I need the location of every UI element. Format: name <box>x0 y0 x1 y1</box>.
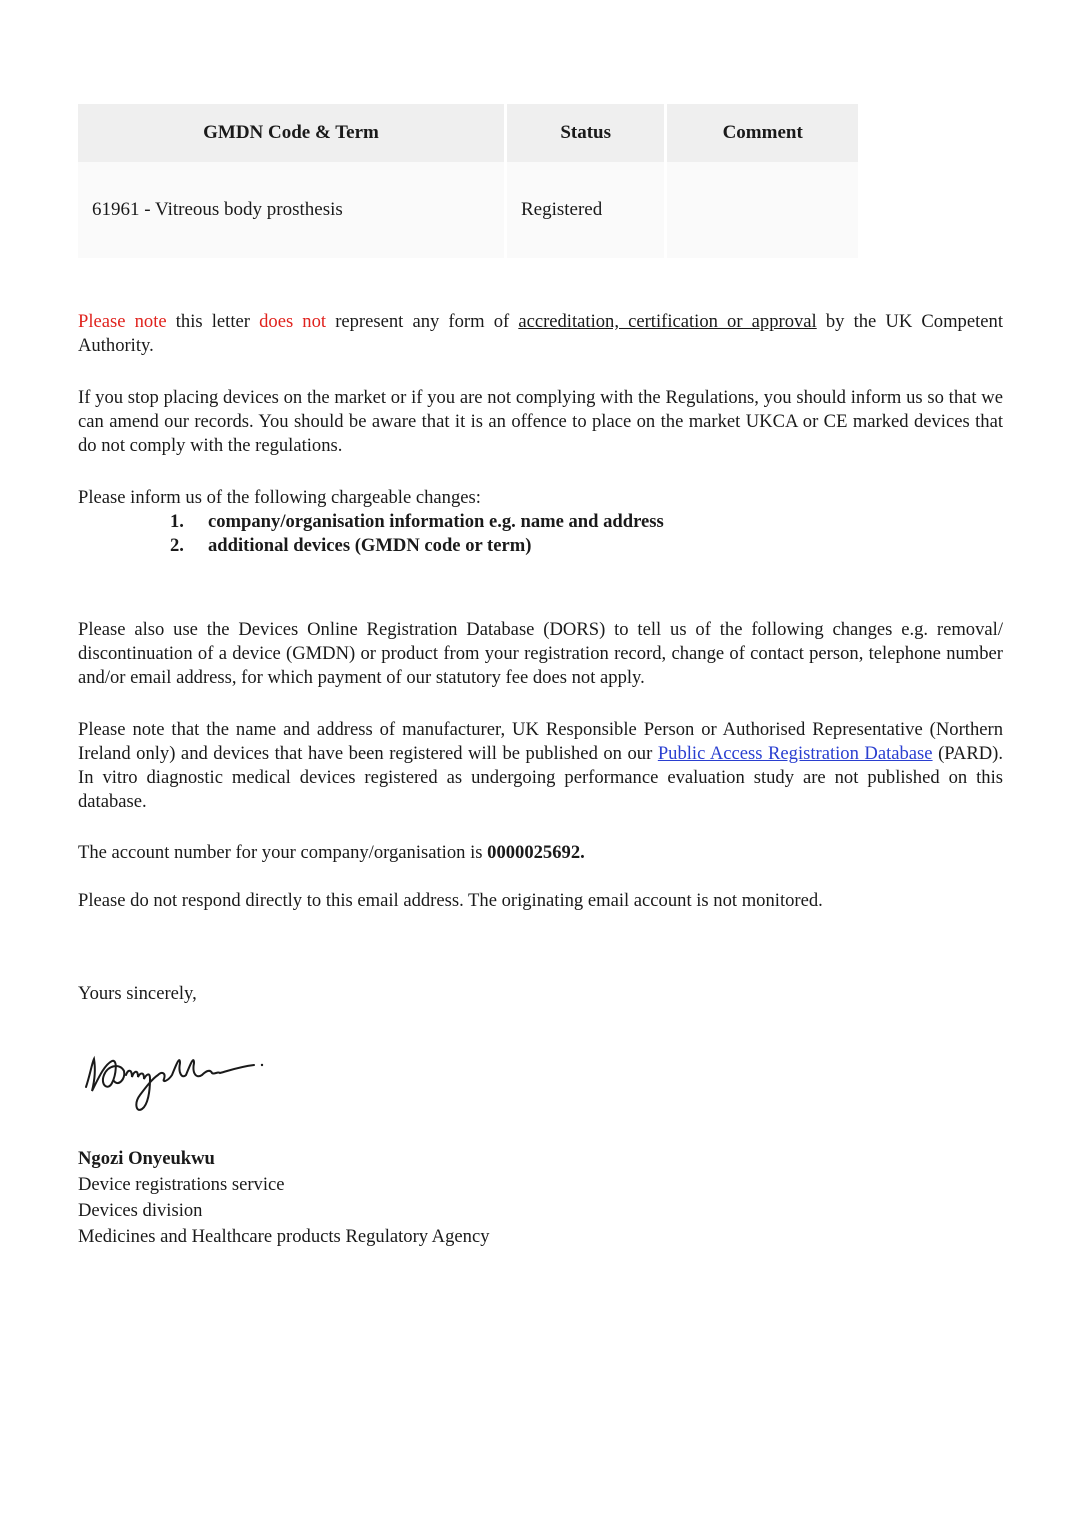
closing-text: Yours sincerely, <box>78 983 197 1004</box>
pard-text-after: (PARD). In vitro diagnostic medical devices registered as undergoing performance evaluation study are not published on this database. <box>78 743 1004 812</box>
signature-image <box>78 1035 298 1115</box>
pard-paragraph <box>78 718 1003 814</box>
list-item <box>170 510 664 534</box>
pard-text-before: Please note that the name and address of manufacturer, UK Responsible Person or Authorised Representative (Northern Ireland only) and devices that have been registered will be published on our <box>78 719 1003 764</box>
table-header-row <box>78 104 858 162</box>
dors-paragraph: Please also use the Devices Online Registration Database (DORS) to tell us of the following changes e.g. removal/ discontinuation of a device (GMDN) or product from your registration record, change of contact person, telephone number and/or email address, for which payment of our statutory fee does not apply. <box>78 619 1003 688</box>
registration-table <box>78 104 858 258</box>
this-letter-text: this letter <box>166 311 260 332</box>
cell-comment <box>667 162 858 258</box>
signatory-name: Ngozi Onyeukwu <box>78 1148 215 1169</box>
header-comment: Comment <box>667 104 858 162</box>
signatory-division: Devices division <box>78 1200 203 1221</box>
disclaimer-paragraph <box>78 310 1003 358</box>
account-text: The account number for your company/organisation is <box>78 842 488 863</box>
signatory-block <box>78 1146 490 1250</box>
table-row <box>78 162 858 258</box>
authority-text: by the UK Competent Authority. <box>78 311 1003 356</box>
account-paragraph <box>78 841 1003 865</box>
chargeable-intro: Please inform us of the following chargeable changes: <box>78 487 481 508</box>
header-status: Status <box>507 104 667 162</box>
list-item-number: 1. <box>170 511 184 532</box>
does-not-text: does not <box>259 311 327 332</box>
represent-text: represent any form of <box>326 311 519 332</box>
stop-placing-paragraph: If you stop placing devices on the market or if you are not complying with the Regulations, you should inform us so that we can amend our records. You should be aware that it is an offence to place on the market UKCA or CE marked devices that do not comply with the regulations. <box>78 387 1003 456</box>
cell-gmdn-term: 61961 - Vitreous body prosthesis <box>78 162 507 258</box>
accreditation-text: accreditation, certification or approval <box>518 311 817 332</box>
pard-link[interactable]: Public Access Registration Database <box>657 743 933 764</box>
account-number: 0000025692. <box>487 842 585 863</box>
list-item-text: company/organisation information e.g. name and address <box>208 511 664 532</box>
please-note-text: Please note <box>78 311 167 332</box>
list-item-text: additional devices (GMDN code or term) <box>208 535 532 556</box>
signatory-agency: Medicines and Healthcare products Regulatory Agency <box>78 1226 490 1247</box>
list-item <box>170 534 664 558</box>
chargeable-changes-list <box>170 510 664 558</box>
no-reply-paragraph: Please do not respond directly to this email address. The originating email account is not monitored. <box>78 890 823 911</box>
header-gmdn-term: GMDN Code & Term <box>78 104 507 162</box>
list-item-number: 2. <box>170 535 184 556</box>
signatory-service: Device registrations service <box>78 1174 285 1195</box>
cell-status: Registered <box>507 162 667 258</box>
